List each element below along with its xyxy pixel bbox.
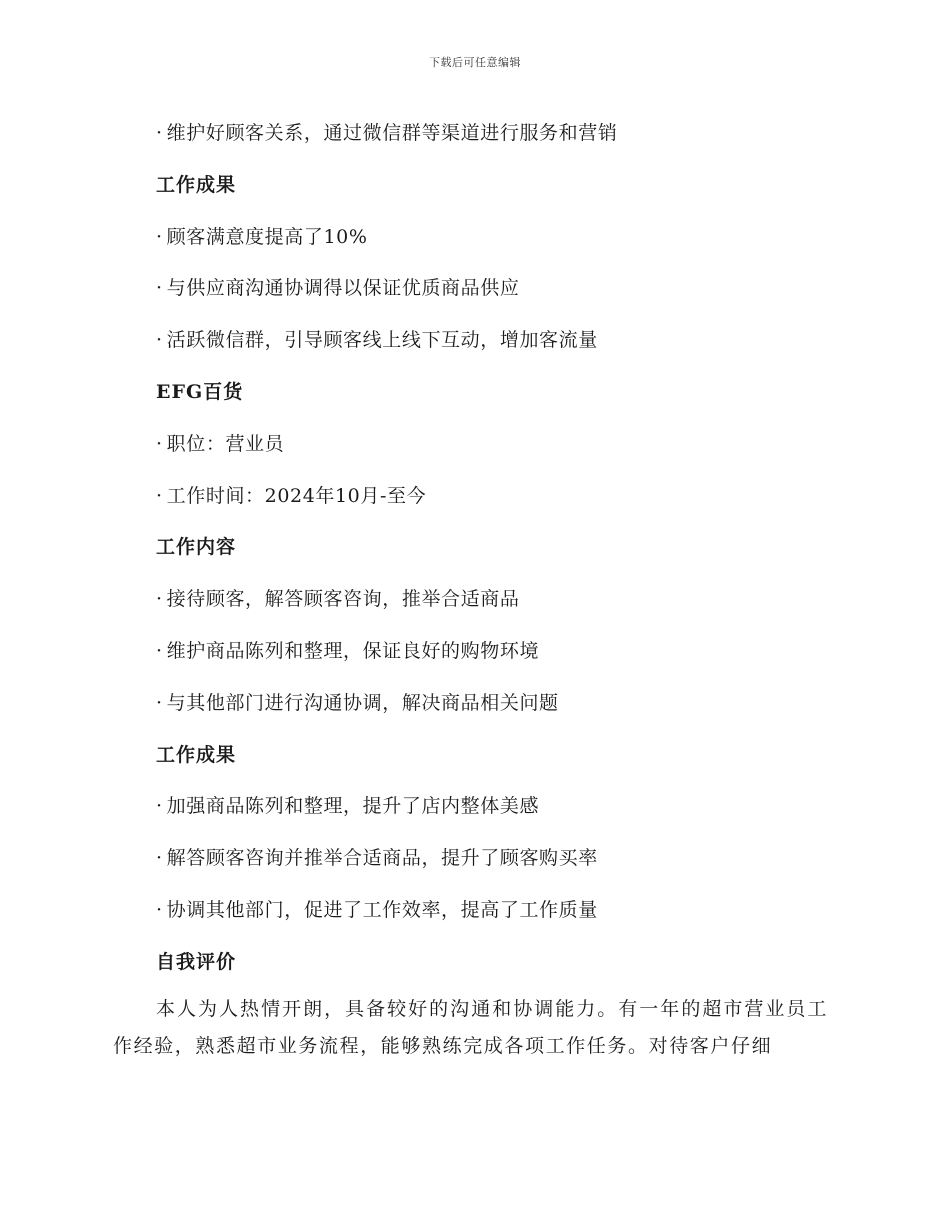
bullet-text: 加强商品陈列和整理，提升了店内整体美感 (166, 795, 540, 818)
heading-text: 工作成果 (156, 743, 237, 766)
bullet-text: 职位：营业员 (166, 432, 285, 455)
section-heading (113, 730, 833, 782)
bullet-icon: · (156, 329, 163, 352)
section-heading (113, 160, 833, 212)
bullet-item (113, 626, 833, 678)
self-evaluation-paragraph: 本人为人热情开朗，具备较好的沟通和协调能力。有一年的超市营业员工作经验，熟悉超市业务流程，能够熟练完成各项工作任务。对待客户仔细 (113, 997, 828, 1057)
bullet-text: 维护商品陈列和整理，保证良好的购物环境 (166, 639, 540, 662)
bullet-item (113, 212, 833, 264)
bullet-item (113, 471, 833, 523)
bullet-text: 与供应商沟通协调得以保证优质商品供应 (166, 277, 520, 300)
bullet-text: 活跃微信群，引导顾客线上线下互动，增加客流量 (166, 329, 598, 352)
bullet-icon: · (156, 432, 163, 455)
heading-text: EFG百货 (156, 380, 244, 403)
bullet-text: 接待顾客，解答顾客咨询，推举合适商品 (166, 588, 520, 611)
section-heading (113, 522, 833, 574)
bullet-item (113, 781, 833, 833)
section-heading (113, 367, 833, 419)
heading-text: 工作成果 (156, 173, 237, 196)
bullet-text: 解答顾客咨询并推举合适商品，提升了顾客购买率 (166, 847, 598, 870)
document-body (113, 108, 833, 1065)
bullet-item (113, 885, 833, 937)
bullet-text: 工作时间：2024年10月-至今 (166, 484, 427, 507)
heading-text: 自我评价 (156, 950, 237, 973)
bullet-item (113, 574, 833, 626)
bullet-item (113, 419, 833, 471)
bullet-item (113, 108, 833, 160)
bullet-text: 维护好顾客关系，通过微信群等渠道进行服务和营销 (166, 122, 618, 144)
bullet-icon: · (156, 898, 163, 921)
heading-text: 工作内容 (156, 536, 237, 559)
bullet-icon: · (156, 639, 163, 662)
bullet-item (113, 833, 833, 885)
bullet-icon: · (156, 795, 163, 818)
bullet-item (113, 678, 833, 730)
bullet-icon: · (156, 484, 163, 507)
bullet-text: 协调其他部门，促进了工作效率，提高了工作质量 (166, 898, 598, 921)
bullet-item (113, 315, 833, 367)
page-header: 下载后可任意编辑 (429, 56, 521, 69)
bullet-item (113, 263, 833, 315)
bullet-icon: · (156, 588, 163, 611)
bullet-text: 顾客满意度提高了10% (166, 225, 368, 248)
bullet-icon: · (156, 691, 163, 714)
bullet-icon: · (156, 122, 163, 144)
bullet-icon: · (156, 225, 163, 248)
section-heading (113, 937, 833, 989)
bullet-icon: · (156, 277, 163, 300)
bullet-text: 与其他部门进行沟通协调，解决商品相关问题 (166, 691, 559, 714)
resume-lines (113, 108, 833, 989)
bullet-icon: · (156, 847, 163, 870)
